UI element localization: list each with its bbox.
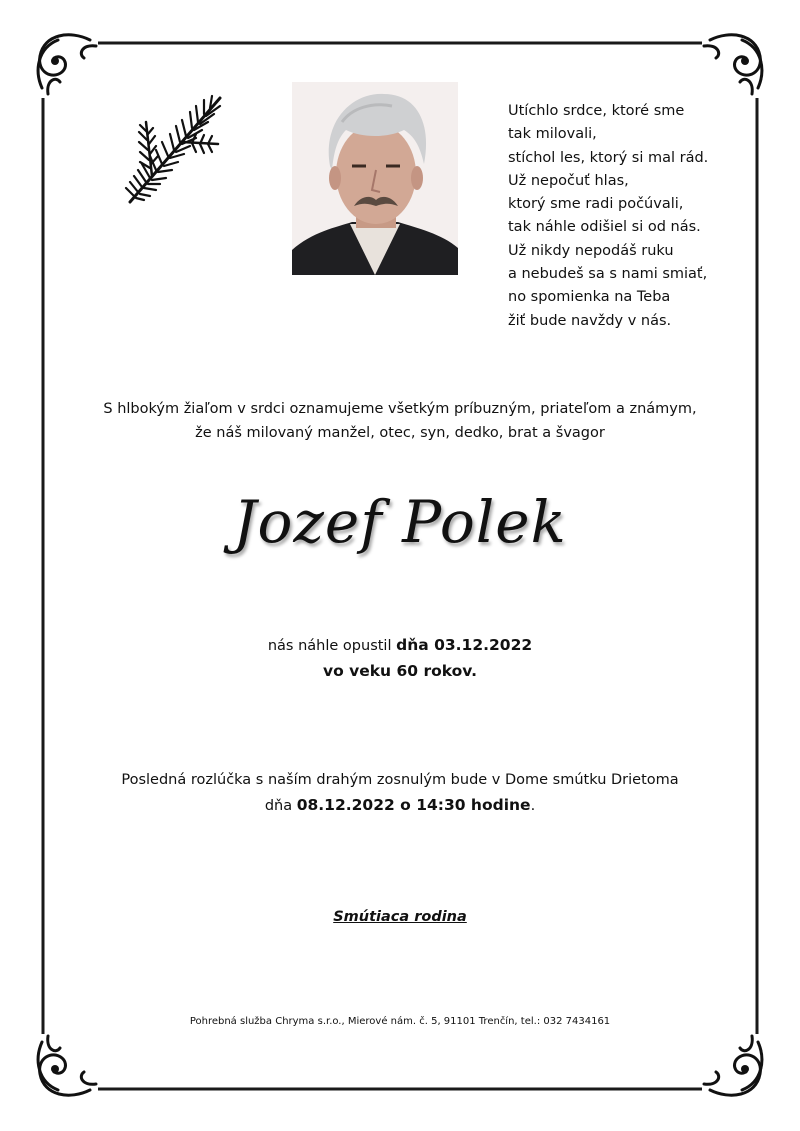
death-date: dňa 03.12.2022 xyxy=(396,636,533,654)
poem-line: tak milovali, xyxy=(508,126,597,143)
funeral-info xyxy=(0,768,800,819)
funeral-datetime: 08.12.2022 o 14:30 hodine xyxy=(296,796,531,814)
footer-company-info: Pohrebná služba Chryma s.r.o., Mierové nám. č. 5, 91101 Trenčín, tel.: 032 7434161 xyxy=(189,1016,611,1027)
announcement-line-1: S hlbokým žiaľom v srdci oznamujeme všetkým príbuzným, priateľom a známym, xyxy=(103,401,697,417)
poem-line: Utíchlo srdce, ktoré sme xyxy=(508,103,685,119)
death-info xyxy=(0,633,800,685)
funeral-prefix: dňa xyxy=(264,798,297,814)
poem xyxy=(508,100,748,333)
poem-line: a nebudeš sa s nami smiať, xyxy=(508,266,708,283)
poem-line: ktorý sme radi počúvali, xyxy=(508,196,684,213)
portrait-photo xyxy=(292,82,458,275)
corner-ornament-icon xyxy=(30,1028,104,1102)
fir-branch-icon xyxy=(122,92,228,208)
poem-line: stíchol les, ktorý si mal rád. xyxy=(508,149,709,166)
corner-ornament-icon xyxy=(696,1028,770,1102)
death-age: vo veku 60 rokov. xyxy=(322,662,478,680)
announcement-line-2: že náš milovaný manžel, otec, syn, dedko, brat a švagor xyxy=(195,425,605,441)
family-signature: Smútiaca rodina xyxy=(333,909,467,925)
announcement xyxy=(60,397,740,445)
poem-line: tak náhle odišiel si od nás. xyxy=(508,219,701,236)
poem-line: Už nikdy nepodáš ruku xyxy=(508,242,674,259)
poem-line: žiť bude navždy v nás. xyxy=(508,312,672,329)
funeral-line-1: Posledná rozlúčka s naším drahým zosnulým bude v Dome smútku Drietoma xyxy=(121,772,679,788)
deceased-name: Jozef Polek xyxy=(233,488,567,556)
death-prefix: nás náhle opustil xyxy=(267,638,397,654)
poem-line: Už nepočuť hlas, xyxy=(508,172,629,189)
corner-ornament-icon xyxy=(696,28,770,102)
corner-ornament-icon xyxy=(30,28,104,102)
poem-line: no spomienka na Teba xyxy=(508,289,671,306)
funeral-suffix: . xyxy=(530,798,536,814)
